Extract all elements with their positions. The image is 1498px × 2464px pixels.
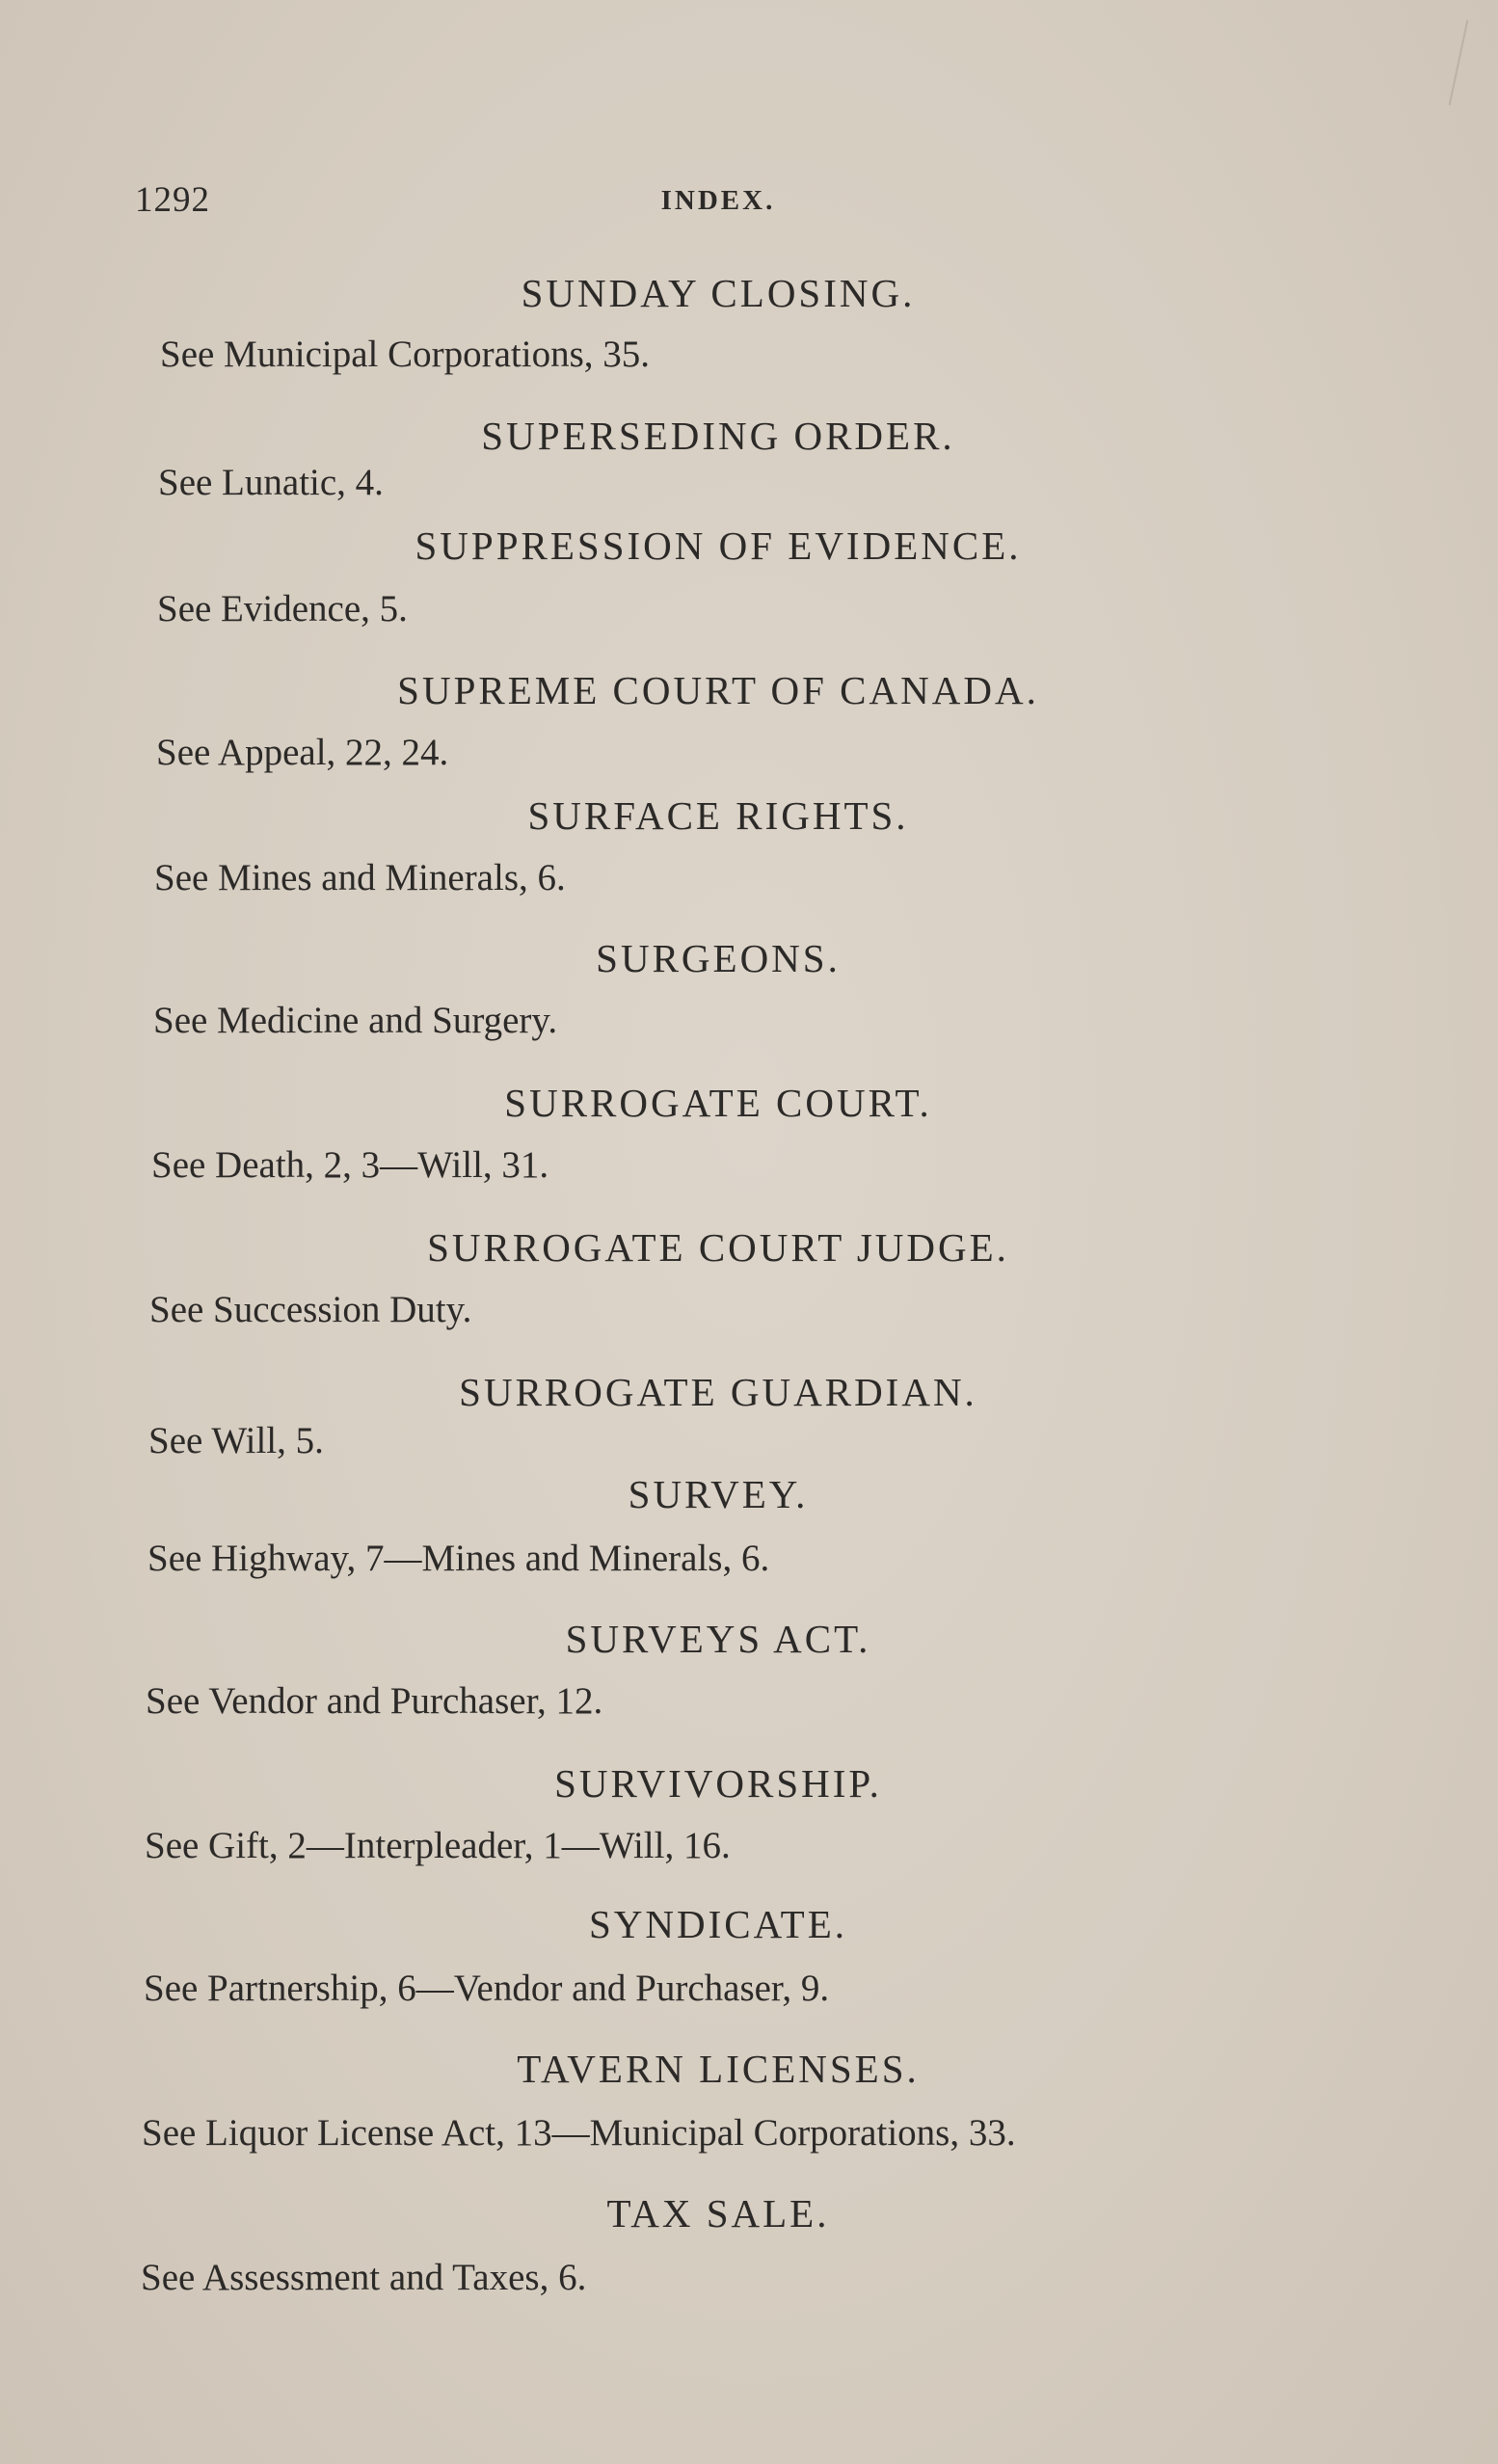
entry-heading: SUPPRESSION OF EVIDENCE.	[415, 523, 1022, 568]
entry-reference: See Medicine and Surgery.	[153, 1000, 558, 1041]
entry-reference: See Lunatic, 4.	[158, 462, 384, 503]
entry-heading: SURROGATE COURT.	[504, 1081, 932, 1125]
entry-heading: TAVERN LICENSES.	[517, 2047, 920, 2091]
entry-reference: See Highway, 7—Mines and Minerals, 6.	[147, 1538, 770, 1579]
entry-reference: See Vendor and Purchaser, 12.	[146, 1680, 603, 1722]
page-crease	[1449, 20, 1469, 105]
entry-heading: SURVEY.	[628, 1472, 809, 1516]
entry-heading: SUPERSEDING ORDER.	[481, 414, 955, 458]
entry-reference: See Appeal, 22, 24.	[156, 732, 449, 773]
entry-reference: See Death, 2, 3—Will, 31.	[151, 1144, 549, 1186]
entry-heading: SUPREME COURT OF CANADA.	[397, 668, 1039, 712]
entry-heading: SURROGATE GUARDIAN.	[459, 1370, 977, 1414]
entry-heading: SYNDICATE.	[588, 1902, 848, 1946]
entry-heading: SUNDAY CLOSING.	[521, 271, 916, 315]
entry-reference: See Will, 5.	[148, 1420, 324, 1461]
entry-heading: SURVEYS ACT.	[565, 1617, 871, 1661]
entry-heading: TAX SALE.	[606, 2191, 830, 2236]
entry-reference: See Liquor License Act, 13—Municipal Corporations, 33.	[142, 2112, 1016, 2154]
entry-reference: See Assessment and Taxes, 6.	[141, 2257, 587, 2298]
entry-reference: See Mines and Minerals, 6.	[154, 857, 566, 898]
entry-heading: SURGEONS.	[596, 936, 841, 980]
entry-reference: See Gift, 2—Interpleader, 1—Will, 16.	[145, 1825, 731, 1866]
entry-reference: See Municipal Corporations, 35.	[160, 334, 651, 375]
running-head: INDEX.	[660, 185, 776, 216]
entry-reference: See Evidence, 5.	[157, 588, 408, 629]
entry-heading: SURROGATE COURT JUDGE.	[427, 1225, 1009, 1270]
entry-reference: See Partnership, 6—Vendor and Purchaser, 9.	[144, 1968, 830, 2009]
entry-heading: SURFACE RIGHTS.	[527, 793, 909, 838]
entry-reference: See Succession Duty.	[149, 1289, 472, 1330]
entry-heading: SURVIVORSHIP.	[554, 1761, 882, 1806]
page-number: 1292	[135, 180, 210, 220]
